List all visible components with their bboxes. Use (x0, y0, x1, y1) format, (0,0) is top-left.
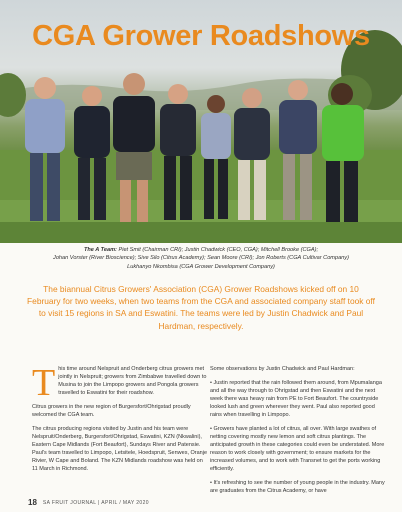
observation-plantings: • Growers have planted a lot of citrus, all over. With large swathes of netting covering mostly new lemon and soft citrus plantings. The anticipated growth in these categories could even be understated. More reason to work closely with government; to ensure markets for the increased volumes, and to work with Transnet to get the ports working efficiently. (210, 426, 385, 472)
page-footer (28, 498, 388, 507)
page-title: CGA Grower Roadshows (32, 20, 370, 52)
article-right-column (210, 366, 388, 502)
article-paragraph-1 (32, 362, 208, 404)
article-left-column (32, 362, 208, 480)
caption-line-1-text: Piet Smit (Chairman CRI); Justin Chadwick (CEO, CGA); Mitchell Brooke (CGA); (116, 247, 319, 253)
caption-line-3: Lukhanyo Nkombisa (CGA Grower Development Company) (127, 263, 275, 270)
photo-caption (14, 246, 388, 271)
drop-cap: T (32, 362, 56, 404)
intro-paragraph: The biannual Citrus Growers' Association (CGA) Grower Roadshows kicked off on 10 February for two weeks, when two teams from the CGA and associated company staff took off to visit 15 regions in SA and Eswatini. The teams were led by Justin Chadwick and Paul Hardman, respectively. (27, 284, 375, 331)
observation-young-people: • It's refreshing to see the number of young people in the industry. Many are graduates from the Citrus Academy, or have (210, 479, 385, 494)
publication-line: SA FRUIT JOURNAL | APRIL / MAY 2020 (42, 499, 149, 506)
article-paragraph-2: Citrus growers in the new region of Burgersfort/Ohrigstad proudly welcomed the CGA team. (32, 403, 191, 418)
caption-line-2: Johan Vorster (River Bioscience); Sive Silo (Citrus Academy); Sean Moore (CRI); Jon Roberts (CGA Cultivar Company) (53, 255, 349, 262)
article-paragraph-3: The citrus producing regions visited by Justin and his team were Nelspruit/Onderberg, Burgersfort/Ohrigstad, Eswatini, KZN (Nkwalini), Eastern Cape Midlands (Fort Beaufort), Sundays River and Patensie. Paul's team travelled to Limpopo, Letsitele, Hoedspruit, Senwes, Oranje Rivier, W Cape and Boland. The KZN Midlands roadshow was held on 11 March in Richmond. (32, 426, 208, 472)
observations-intro: Some observations by Justin Chadwick and Paul Hardman: (210, 366, 355, 372)
observation-rain: • Justin reported that the rain followed them around, from Mpumalanga and all the way through to Ohrigstad and then Eswatini and the next week there was heavy rain from PE to Fort Beaufort. The countryside looked lush and green wherever they went. Paul also reported good rains when travelling in Limpopo. (210, 380, 382, 418)
caption-team-label: The A Team: (83, 247, 117, 253)
page-number: 18 (28, 498, 37, 507)
caption-line-1 (14, 246, 388, 254)
article-paragraph-1-text: his time around Nelspruit and Onderberg citrus growers met jointly in Nelspruit; growers from Zimbabwe travelled down to Musina to join the Limpopo growers and Pongola growers travelled to Eswatini for their roadshow. (58, 366, 207, 396)
